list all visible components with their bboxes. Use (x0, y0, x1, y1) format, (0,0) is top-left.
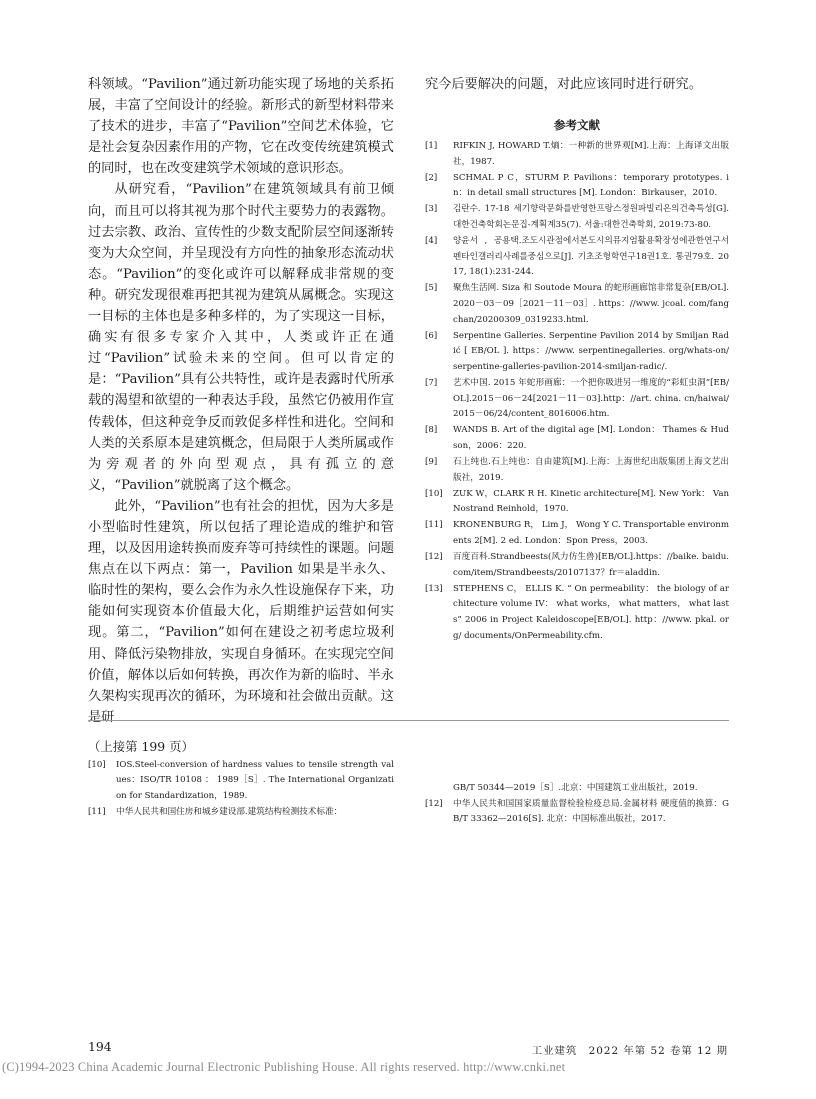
reference-item (425, 550, 729, 581)
reference-number (425, 781, 453, 796)
reference-number: [13] (425, 583, 443, 594)
reference-number: [8] (425, 425, 438, 436)
reference-text: Serpentine Galleries. Serpentine Pavilion 2014 by Smiljan Radić [ EB/OL ]. https：//www. serpentinegalleries. org/whats-on/ serpentine-galleries-pavilion-2014-smiljan-radic/. (453, 330, 729, 372)
reference-item (425, 781, 729, 796)
reference-item (425, 797, 729, 828)
reference-number: [11] (88, 806, 106, 817)
reference-item (425, 423, 729, 454)
reference-number: [3] (425, 204, 438, 215)
reference-number: [1] (425, 141, 438, 152)
reference-text: RIFKIN J, HOWARD T.熵：一种新的世界观[M].上海：上海译文出版社，1987. (453, 141, 729, 167)
reference-text: 百度百科.Strandbeests(风力仿生兽)[EB/OL].https：//baike. baidu.com/item/Strandbeests/20107137？fr＝aladdin. (453, 552, 729, 578)
continued-references-left (88, 758, 394, 821)
reference-item (425, 329, 729, 376)
reference-number: [7] (425, 378, 438, 388)
reference-number: [9] (425, 456, 438, 467)
body-paragraph-continuation: 究今后要解决的问题，对此应该同时进行研究。 (425, 77, 702, 92)
reference-item (88, 758, 394, 804)
body-text-left-column (88, 74, 394, 728)
reference-text: WANDS B. Art of the digital age [M]. London： Thames & Hudson，2006：220. (453, 425, 729, 451)
reference-item (88, 805, 394, 820)
reference-text: 김란수. 17-18 세기향락문화를반영한프랑스정원파빌리온의건축특성[G]. 대한건축학회논문집-계획계35(7). 서울:대한건축학회, 2019:73-80. (453, 204, 729, 231)
reference-text: 양윤서 , 공용택.조도시관점에서본도시의뮤지엄활용확장성에관한연구서펜타인갤러리사례를중심으로[J]. 기초조형학연구18권1호. 통권79호. 2017, 18(1):231-244. (453, 236, 729, 278)
reference-text: 中华人民共和国国家质量监督检验检疫总局.金属材料 硬度值的换算：GB/T 33362—2016[S]. 北京：中国标准出版社，2017. (453, 798, 729, 825)
reference-item (425, 582, 729, 644)
body-paragraph: 科领域。“Pavilion”通过新功能实现了场地的关系拓展，丰富了空间设计的经验。新形式的新型材料带来了技术的进步，丰富了“Pavilion”空间艺术体验，它是社会复杂因素作用的产物，它在改变传统建筑模式的同时，也在改变建筑学术领域的意识形态。 (88, 77, 394, 177)
reference-item (425, 139, 729, 170)
reference-text: GB/T 50344—2019［S］.北京：中国建筑工业出版社，2019. (453, 783, 698, 793)
reference-text: 聚焦生活网. Siza 和 Soutode Moura 的蛇形画廊馆非常复杂[EB/OL]. 2020－03－09［2021－11－03］. https：//www. jcoal. com/fangchan/20200309_0319233.html. (453, 283, 729, 325)
reference-number: [12] (425, 798, 443, 809)
reference-text: IOS.Steel-conversion of hardness values to tensile strength values：ISO/TR 10108 ： 1989［S］. The International Organization for Standardization，1989. (116, 760, 394, 801)
continued-from-label: （上接第 199 页） (88, 739, 194, 754)
reference-text: ZUK W，CLARK R H. Kinetic architecture[M]. New York： Van Nostrand Reinhold，1970. (453, 488, 729, 515)
reference-text: STEPHENS C， ELLIS K. “ On permeability： the biology of architecture volume IV： what works， what matters， what lasts” 2006 in Project Kaleidoscope[EB/OL]. http：//www. pkal. org/ documents/OnPermeability.cfm. (453, 583, 729, 641)
body-paragraph: 此外，“Pavilion”也有社会的担忧，因为大多是小型临时性建筑，所以包括了理论造成的维护和管理，以及因用途转换而废弃等可持续性的课题。问题焦点在以下两点：第一，Pavilion 如果是半永久、临时性的架构，要么会作为永久性设施保存下来，功能如何实现资本价值最大化，后期维护运营如何实现。第二，“Pavilion”如何在建设之初考虑垃圾利用、降低污染物排放，实现自身循环。在实现完空间价值，解体以后如何转换，再次作为新的临时、半永久架构实现再次的循环，为环境和社会做出贡献。这是研 (88, 498, 394, 725)
reference-item (425, 281, 729, 328)
reference-text: 中华人民共和国住房和城乡建设部.建筑结构检测技术标准： (116, 806, 343, 817)
reference-list (425, 139, 729, 644)
reference-number: [4] (425, 236, 438, 247)
reference-item (425, 487, 729, 518)
reference-text: 石上纯也.石上纯也：自由建筑[M].上海：上海世纪出版集团上海文艺出版社，2019. (453, 456, 729, 483)
reference-number: [11] (425, 520, 443, 531)
section-divider (88, 720, 729, 721)
body-paragraph: 从研究看，“Pavilion”在建筑领域具有前卫倾向，而且可以将其视为那个时代主要势力的表露物。过去宗教、政治、宣传性的少数支配阶层空间逐渐转变为大众空间，并呈现没有方向性的抽象形态流动状态。“Pavilion”的变化或许可以解释成非常规的变种。研究发现很难再把其视为建筑从属概念。实现这一目标的主体也是多种多样的，为了实现这一目标，确实有很多专家介入其中，人类或许正在通过“Pavilion”试验未来的空间。但可以肯定的是：“Pavilion”具有公共特性，或许是表露时代所承载的渴望和欲望的一种表达手段，虽然它仍被用作宣传载体，但这种竞争反而敦促多样性和进化。空间和人类的关系原本是建筑概念，但局限于人类所属或作为旁观者的外向型观点，具有孤立的意义，“Pavilion”就脱离了这个概念。 (88, 182, 394, 493)
reference-item (425, 455, 729, 486)
copyright-notice: (C)1994-2023 China Academic Journal Electronic Publishing House. All rights reserved. http://www.cnki.net (2, 1060, 566, 1074)
reference-number: [12] (425, 552, 443, 563)
reference-number: [5] (425, 283, 438, 294)
reference-number: [10] (88, 760, 106, 770)
reference-text: 艺术中国. 2015 年蛇形画廊：一个把你吸进另一维度的“彩虹虫洞”[EB/OL].2015－06－24[2021－11－03].http：//art. china. cn/haiwai/2015－06/24/content_8016006.htm. (453, 378, 729, 420)
reference-item (425, 171, 729, 202)
references-heading: 参考文献 (554, 118, 600, 133)
reference-item (425, 376, 729, 423)
right-column (425, 74, 729, 645)
reference-number: [10] (425, 488, 443, 499)
reference-text: SCHMAL P C，STURM P. Pavilions：temporary prototypes. in：in detail small structures [M]. London：Birkauser，2010. (453, 172, 729, 199)
reference-number: [2] (425, 172, 438, 183)
reference-item (425, 518, 729, 549)
page-number: 194 (88, 1039, 112, 1054)
reference-text: KRONENBURG R， Lim J， Wong Y C. Transportable environments 2[M]. 2 ed. London：Spon Press，2003. (453, 520, 729, 546)
reference-item (425, 234, 729, 281)
reference-item (425, 202, 729, 233)
continued-references-right (425, 781, 729, 828)
journal-info: 工业建筑 2022 年第 52 卷第 12 期 (531, 1045, 728, 1057)
reference-number: [6] (425, 330, 438, 341)
